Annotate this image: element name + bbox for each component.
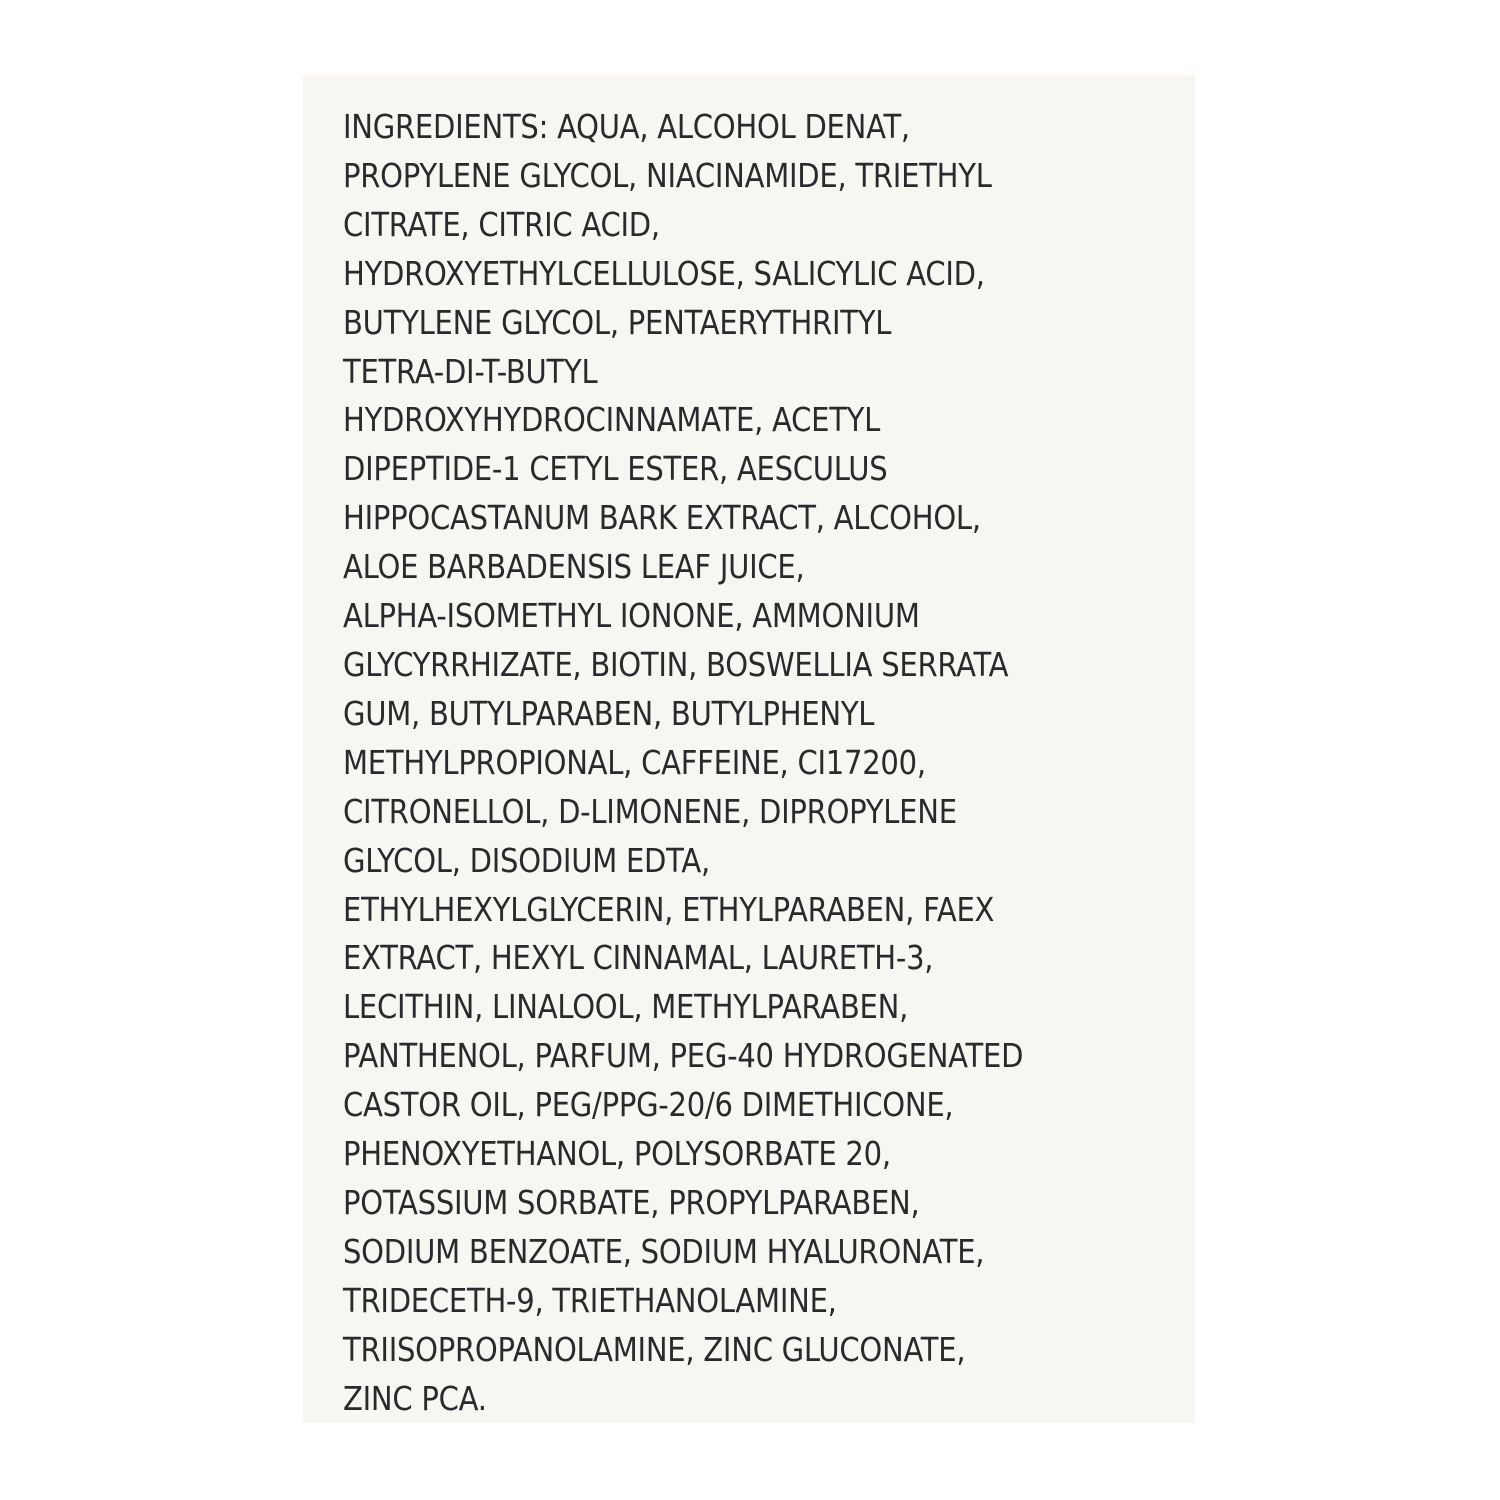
ingredients-line-5: BUTYLENE GLYCOL, PENTAERYTHRITYL (343, 302, 892, 342)
ingredients-line-14: METHYLPROPIONAL, CAFFEINE, CI17200, (343, 742, 926, 782)
ingredients-line-24: SODIUM BENZOATE, SODIUM HYALURONATE, (343, 1231, 985, 1271)
ingredients-line-11: ALPHA-ISOMETHYL IONONE, AMMONIUM (343, 596, 920, 636)
ingredients-line-18: EXTRACT, HEXYL CINNAMAL, LAURETH-3, (343, 938, 934, 978)
ingredients-line-2: PROPYLENE GLYCOL, NIACINAMIDE, TRIETHYL (343, 155, 992, 195)
ingredients-line-16: GLYCOL, DISODIUM EDTA, (343, 840, 710, 880)
ingredients-line-10: ALOE BARBADENSIS LEAF JUICE, (343, 547, 805, 587)
ingredients-line-25: TRIDECETH-9, TRIETHANOLAMINE, (343, 1280, 837, 1320)
ingredients-label-panel (303, 75, 1195, 1423)
ingredients-line-20: PANTHENOL, PARFUM, PEG-40 HYDROGENATED (343, 1036, 1024, 1076)
ingredients-text (343, 103, 1091, 1423)
ingredients-line-22: PHENOXYETHANOL, POLYSORBATE 20, (343, 1134, 891, 1174)
ingredients-line-8: DIPEPTIDE-1 CETYL ESTER, AESCULUS (343, 449, 888, 489)
ingredients-line-15: CITRONELLOL, D-LIMONENE, DIPROPYLENE (343, 791, 957, 831)
ingredients-line-26: TRIISOPROPANOLAMINE, ZINC GLUCONATE, (343, 1329, 966, 1369)
ingredients-line-23: POTASSIUM SORBATE, PROPYLPARABEN, (343, 1182, 920, 1222)
ingredients-line-12: GLYCYRRHIZATE, BIOTIN, BOSWELLIA SERRATA (343, 644, 1009, 684)
ingredients-line-6: TETRA-DI-T-BUTYL (343, 351, 598, 391)
ingredients-line-13: GUM, BUTYLPARABEN, BUTYLPHENYL (343, 693, 875, 733)
ingredients-line-9: HIPPOCASTANUM BARK EXTRACT, ALCOHOL, (343, 498, 981, 538)
ingredients-line-27: ZINC PCA. (343, 1378, 487, 1418)
ingredients-line-4: HYDROXYETHYLCELLULOSE, SALICYLIC ACID, (343, 253, 985, 293)
ingredients-line-21: CASTOR OIL, PEG/PPG-20/6 DIMETHICONE, (343, 1085, 954, 1125)
ingredients-line-3: CITRATE, CITRIC ACID, (343, 204, 660, 244)
ingredients-line-1: INGREDIENTS: AQUA, ALCOHOL DENAT, (343, 107, 910, 146)
ingredients-line-17: ETHYLHEXYLGLYCERIN, ETHYLPARABEN, FAEX (343, 889, 995, 929)
ingredients-line-7: HYDROXYHYDROCINNAMATE, ACETYL (343, 400, 881, 440)
ingredients-line-19: LECITHIN, LINALOOL, METHYLPARABEN, (343, 987, 909, 1027)
